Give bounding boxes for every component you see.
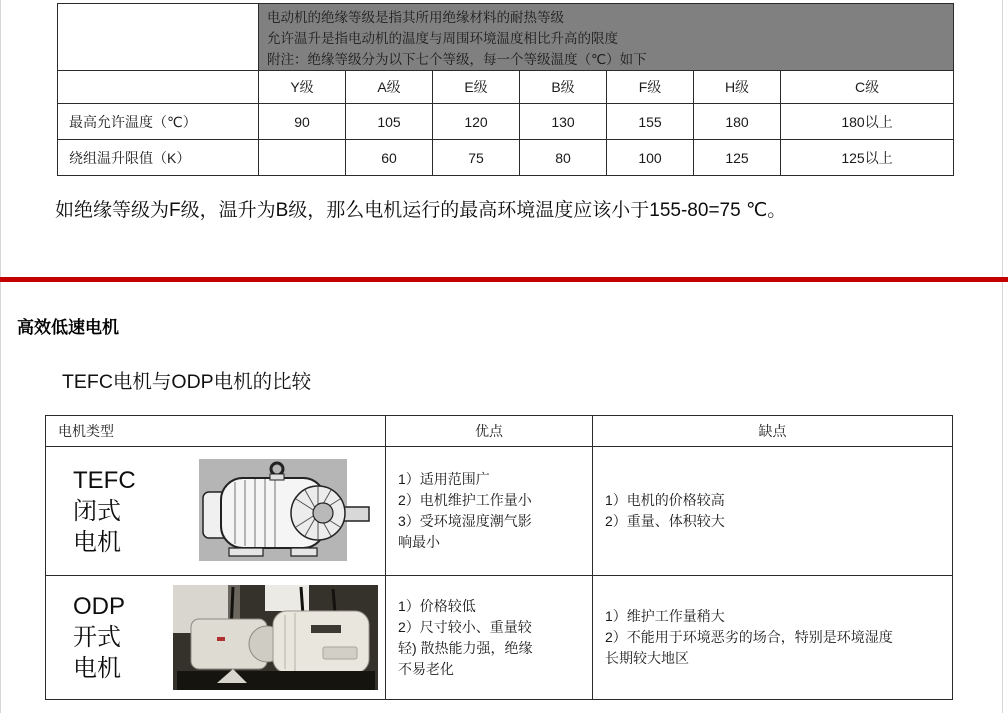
page-right-edge bbox=[1002, 0, 1003, 713]
comparison-header-row bbox=[46, 416, 953, 447]
max-temp-row bbox=[58, 104, 954, 140]
type-column-header: 电机类型 bbox=[46, 416, 386, 447]
temp-value: 105 bbox=[346, 104, 433, 140]
pros-item: 2）尺寸较小、重量较轻) 散热能力强，绝缘不易老化 bbox=[398, 618, 533, 677]
section-heading: 高效低速电机 bbox=[17, 318, 119, 337]
tefc-pros-cell bbox=[386, 447, 593, 576]
insulation-grade-table bbox=[57, 3, 954, 176]
tefc-cons-cell bbox=[593, 447, 953, 576]
temp-value: 90 bbox=[259, 104, 346, 140]
grade-header: F级 bbox=[607, 71, 694, 104]
temp-value: 180 bbox=[694, 104, 781, 140]
pros-item: 1）适用范围广 bbox=[398, 471, 490, 487]
cons-column-header: 缺点 bbox=[593, 416, 953, 447]
type-line: 电机 bbox=[73, 655, 121, 682]
pros-item: 3）受环境湿度潮气影响最小 bbox=[398, 513, 532, 550]
note-line: 允许温升是指电动机的温度与周围环境温度相比升高的限度 bbox=[267, 31, 618, 46]
section-subheading: TEFC电机与ODP电机的比较 bbox=[62, 371, 312, 393]
type-line: ODP bbox=[73, 593, 126, 620]
cons-item: 1）维护工作量稍大 bbox=[605, 608, 725, 624]
grade-header: Y级 bbox=[259, 71, 346, 104]
cons-item: 2）不能用于环境恶劣的场合，特别是环境湿度长期较大地区 bbox=[605, 629, 893, 666]
note-line: 电动机的绝缘等级是指其所用绝缘材料的耐热等级 bbox=[267, 10, 564, 25]
pros-column-header: 优点 bbox=[386, 416, 593, 447]
odp-motor-image bbox=[173, 585, 378, 690]
temp-value bbox=[259, 140, 346, 176]
grade-header: E级 bbox=[433, 71, 520, 104]
odp-cons-cell bbox=[593, 576, 953, 700]
odp-row bbox=[46, 576, 953, 700]
temp-value: 180以上 bbox=[781, 104, 954, 140]
temp-value: 80 bbox=[520, 140, 607, 176]
temp-value: 125 bbox=[694, 140, 781, 176]
tefc-motor-image bbox=[173, 457, 375, 565]
temp-value: 60 bbox=[346, 140, 433, 176]
page-left-edge bbox=[0, 0, 1, 713]
blank-label-cell bbox=[58, 71, 259, 104]
type-line: 闭式 bbox=[73, 497, 121, 525]
row-label: 最高允许温度（℃） bbox=[58, 104, 259, 140]
temp-value: 75 bbox=[433, 140, 520, 176]
odp-type-label bbox=[73, 591, 173, 684]
grade-header: A级 bbox=[346, 71, 433, 104]
motor-comparison-table bbox=[45, 415, 953, 700]
temp-value: 155 bbox=[607, 104, 694, 140]
grade-header: B级 bbox=[520, 71, 607, 104]
note-row bbox=[58, 4, 954, 71]
grade-header-row bbox=[58, 71, 954, 104]
type-line: TEFC bbox=[73, 466, 136, 494]
pros-item: 2）电机维护工作量小 bbox=[398, 492, 532, 508]
tefc-type-cell bbox=[46, 447, 386, 576]
temp-value: 100 bbox=[607, 140, 694, 176]
cons-item: 1）电机的价格较高 bbox=[605, 492, 725, 508]
temp-value: 130 bbox=[520, 104, 607, 140]
tefc-type-label bbox=[73, 465, 173, 558]
grade-header: H级 bbox=[694, 71, 781, 104]
note-line: 附注：绝缘等级分为以下七个等级，每一个等级温度（℃）如下 bbox=[267, 52, 647, 67]
grade-header: C级 bbox=[781, 71, 954, 104]
tefc-row bbox=[46, 447, 953, 576]
temp-value: 120 bbox=[433, 104, 520, 140]
pros-item: 1）价格较低 bbox=[398, 597, 476, 614]
blank-corner-cell bbox=[58, 4, 259, 71]
temp-value: 125以上 bbox=[781, 140, 954, 176]
type-line: 开式 bbox=[73, 624, 121, 651]
row-label: 绕组温升限值（K） bbox=[58, 140, 259, 176]
temp-rise-row bbox=[58, 140, 954, 176]
cons-item: 2）重量、体积较大 bbox=[605, 513, 725, 529]
section-divider bbox=[0, 277, 1008, 282]
odp-type-cell bbox=[46, 576, 386, 700]
insulation-note-cell bbox=[259, 4, 954, 71]
insulation-example-text: 如绝缘等级为F级，温升为B级，那么电机运行的最高环境温度应该小于155-80=75 ℃。 bbox=[55, 200, 787, 221]
type-line: 电机 bbox=[73, 528, 121, 556]
odp-pros-cell bbox=[386, 576, 593, 700]
